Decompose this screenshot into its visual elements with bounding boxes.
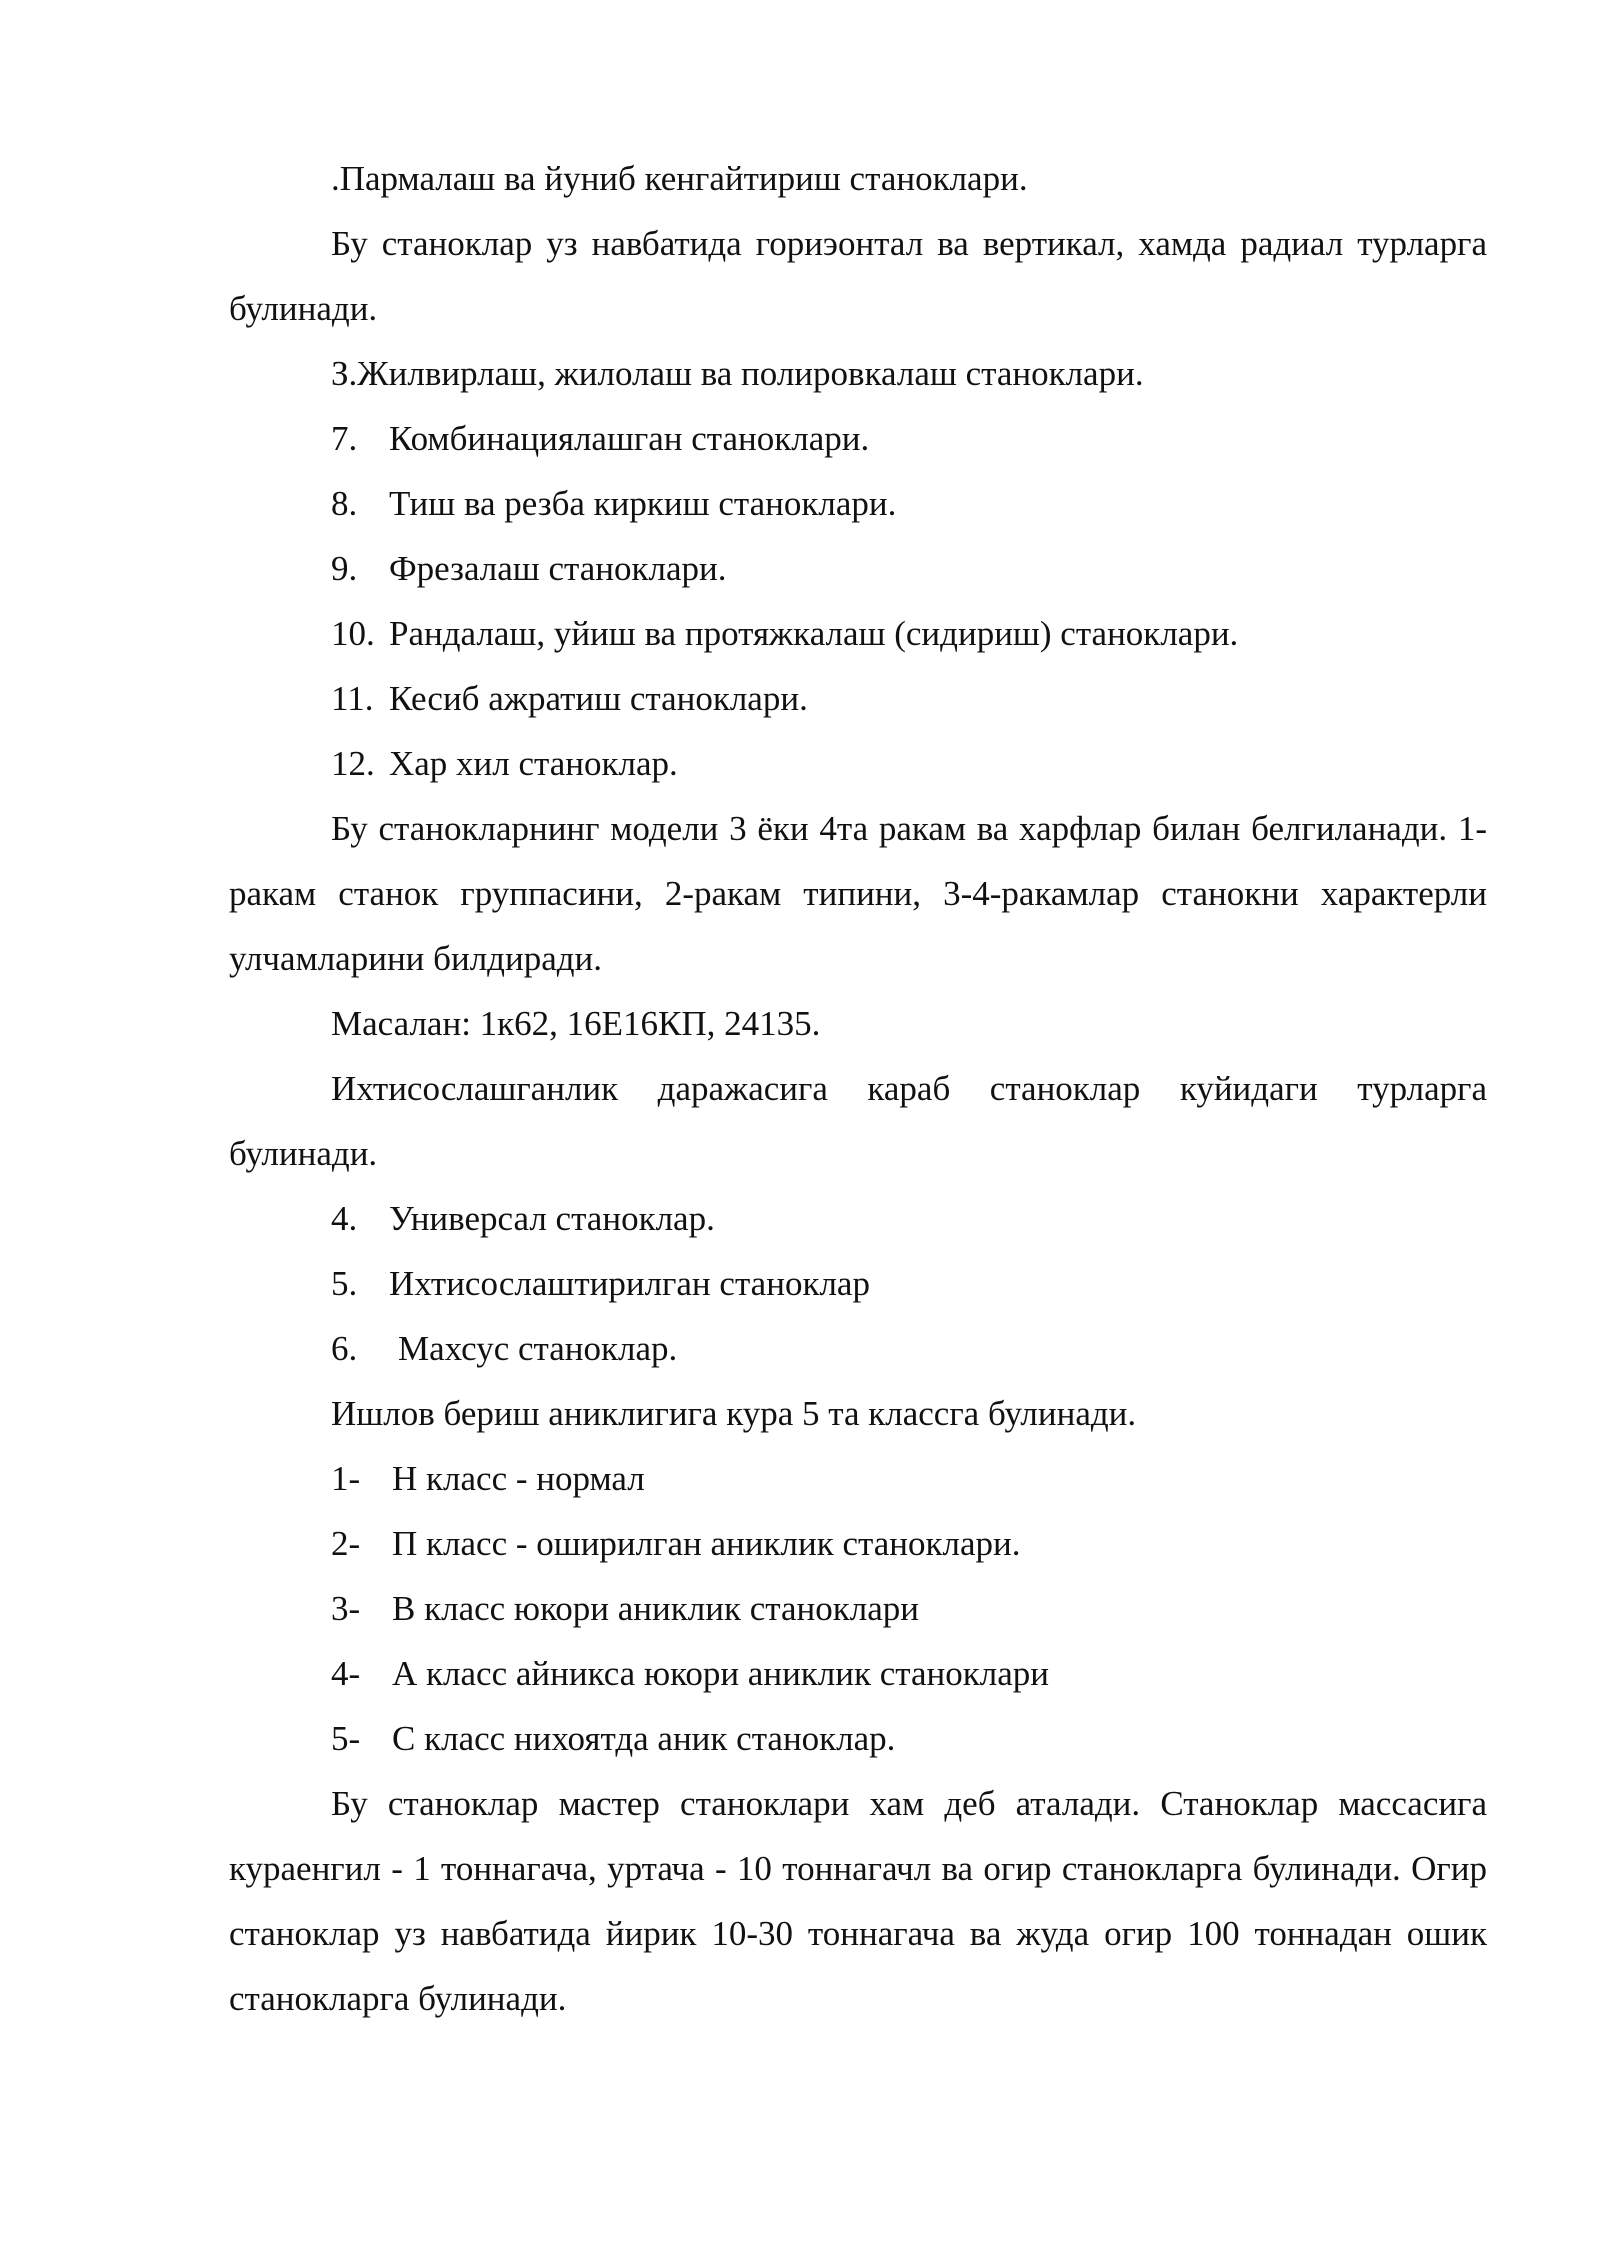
list-item-text: А класс айникса юкори аниклик станоклари: [392, 1654, 1050, 1693]
paragraph-model-examples: Масалан: 1к62, 16Е16КП, 24135.: [331, 1004, 821, 1043]
list-item: [229, 471, 1487, 536]
list-item-number: 4-: [331, 1654, 361, 1693]
paragraph-orientation-types: Бу станоклар уз навбатида гориэонтал ва вертикал, хамда радиал турларга булинади.: [229, 224, 1487, 328]
machine-types-list: [229, 406, 1487, 796]
list-item-text: С класс нихоятда аник станоклар.: [392, 1719, 896, 1758]
list-item: [229, 1186, 1487, 1251]
list-item-number: 3-: [331, 1589, 361, 1628]
list-item-number: 9.: [331, 549, 358, 588]
list-item: [229, 1511, 1487, 1576]
list-item: [229, 666, 1487, 731]
list-item-text: Комбинациялашган станоклари.: [389, 419, 870, 458]
list-item-text: Хар хил станоклар.: [389, 744, 678, 783]
list-item: [229, 406, 1487, 471]
list-item-text: Ихтисослаштирилган станоклар: [389, 1264, 870, 1303]
specialization-list: [229, 1186, 1487, 1381]
paragraph-mass-categories: Бу станоклар мастер станоклари хам деб аталади. Станоклар массасига кураенгил - 1 тоннагача, уртача - 10 тоннагачл ва огир станокларга булинади. Огир станоклар уз навбатида йирик 10-30 тоннагача ва жуда огир 100 тоннадан ошик станокларга булинади.: [229, 1784, 1487, 2018]
list-item-number: 1-: [331, 1459, 361, 1498]
list-item: [229, 1251, 1487, 1316]
list-item: [229, 1446, 1487, 1511]
list-item-text: П класс - оширилган аниклик станоклари.: [392, 1524, 1021, 1563]
list-item-text: Махсус станоклар.: [398, 1329, 678, 1368]
list-item: [229, 1706, 1487, 1771]
list-item-text: Н класс - нормал: [392, 1459, 645, 1498]
paragraph-specialization: Ихтисослашганлик даражасига караб станоклар куйидаги турларга булинади.: [229, 1069, 1487, 1173]
list-item-text: Кесиб ажратиш станоклари.: [389, 679, 808, 718]
list-item: [229, 1641, 1487, 1706]
paragraph-drilling: .Пармалаш ва йуниб кенгайтириш станоклари.: [331, 159, 1028, 198]
list-item: [229, 731, 1487, 796]
accuracy-classes-list: [229, 1446, 1487, 1771]
paragraph-grinding: З.Жилвирлаш, жилолаш ва полировкалаш станоклари.: [331, 354, 1144, 393]
list-item-number: 5.: [331, 1264, 358, 1303]
list-item-text: В класс юкори аниклик станоклари: [392, 1589, 919, 1628]
list-item-text: Фрезалаш станоклари.: [389, 549, 727, 588]
list-item-number: 6.: [331, 1329, 358, 1368]
document-body: [229, 146, 1487, 2031]
list-item: [229, 601, 1487, 666]
list-item-number: 8.: [331, 484, 358, 523]
list-item-text: Универсал станоклар.: [389, 1199, 715, 1238]
list-item-number: 4.: [331, 1199, 358, 1238]
list-item-text: Рандалаш, уйиш ва протяжкалаш (сидириш) станоклари.: [389, 614, 1239, 653]
list-item-number: 7.: [331, 419, 358, 458]
list-item: [229, 1576, 1487, 1641]
list-item-number: 11.: [331, 679, 374, 718]
list-item-number: 10.: [331, 614, 375, 653]
list-item-text: Тиш ва резба киркиш станоклари.: [389, 484, 897, 523]
list-item: [229, 536, 1487, 601]
list-item-number: 2-: [331, 1524, 361, 1563]
paragraph-model-designation: Бу станокларнинг модели 3 ёки 4та ракам ва харфлар билан белгиланади. 1-ракам станок группасини, 2-ракам типини, 3-4-ракамлар станокни характерли улчамларини билдиради.: [229, 809, 1487, 978]
list-item: [229, 1316, 1487, 1381]
list-item-number: 12.: [331, 744, 375, 783]
paragraph-accuracy-classes: Ишлов бериш аниклигига кура 5 та классга булинади.: [331, 1394, 1137, 1433]
list-item-number: 5-: [331, 1719, 361, 1758]
